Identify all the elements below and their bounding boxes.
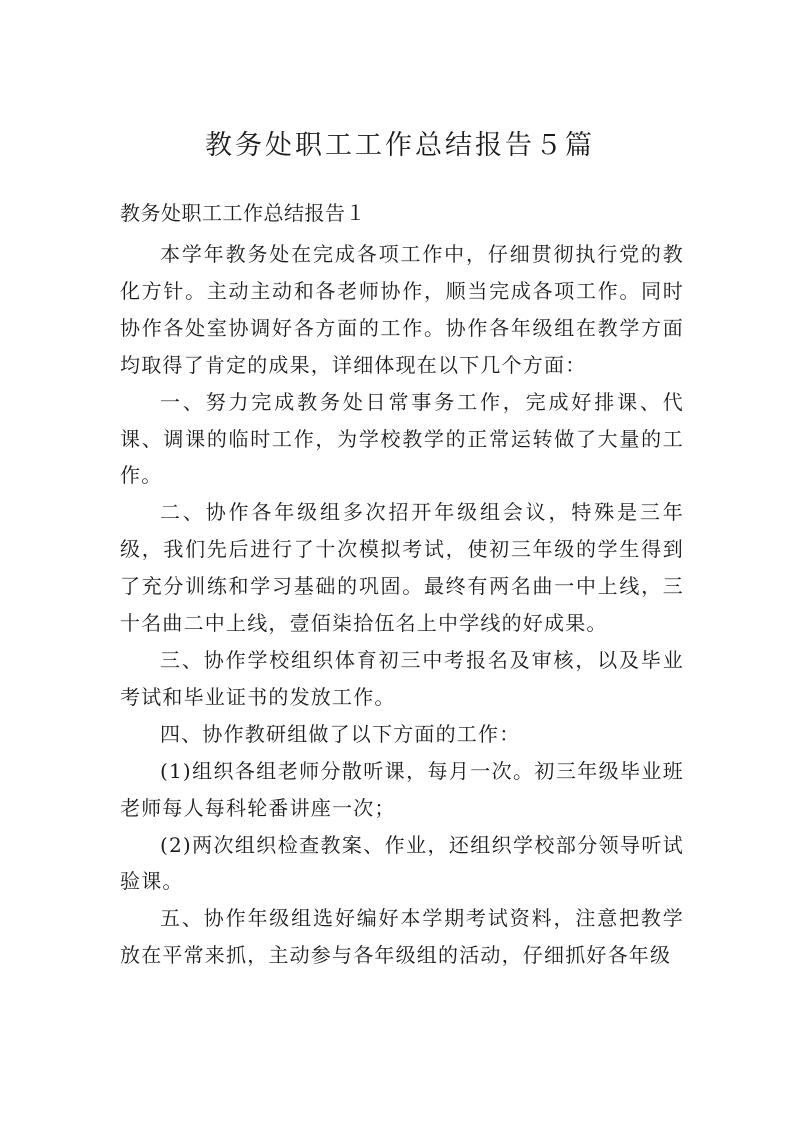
paragraph-intro: 本学年教务处在完成各项工作中，仔细贯彻执行党的教化方针。主动主动和各老师协作，顺当完成各项工作。同时协作各处室协调好各方面的工作。协作各年级组在教学方面均取得了肯定的成果，详细体现在以下几个方面：: [120, 242, 684, 377]
document-title: 教务处职工工作总结报告５篇: [205, 130, 595, 161]
body-text: [120, 236, 684, 974]
section-heading: 教务处职工工作总结报告１: [120, 201, 366, 225]
paragraph-item-2: 二、协作各年级组多次招开年级组会议，特殊是三年级，我们先后进行了十次模拟考试，使初三年级的学生得到了充分训练和学习基础的巩固。最终有两名曲一中上线，三十名曲二中上线，壹佰柒拾伍名上中学线的好成果。: [120, 500, 684, 636]
paragraph-item-4: 四、协作教研组做了以下方面的工作：: [160, 721, 521, 746]
paragraph-subitem-1: (1)组织各组老师分散听课，每月一次。初三年级毕业班老师每人每科轮番讲座一次；: [120, 758, 684, 820]
paragraph-item-5: 五、协作年级组选好编好本学期考试资料，注意把教学放在平常来抓，主动参与各年级组的活动，仔细抓好各年级: [120, 906, 684, 968]
paragraph-item-1: 一、努力完成教务处日常事务工作，完成好排课、代课、调课的临时工作，为学校教学的正常运转做了大量的工作。: [120, 389, 684, 488]
paragraph-subitem-2: (2)两次组织检查教案、作业，还组织学校部分领导听试验课。: [120, 832, 684, 894]
paragraph-item-3: 三、协作学校组织体育初三中考报名及审核，以及毕业考试和毕业证书的发放工作。: [120, 647, 684, 709]
